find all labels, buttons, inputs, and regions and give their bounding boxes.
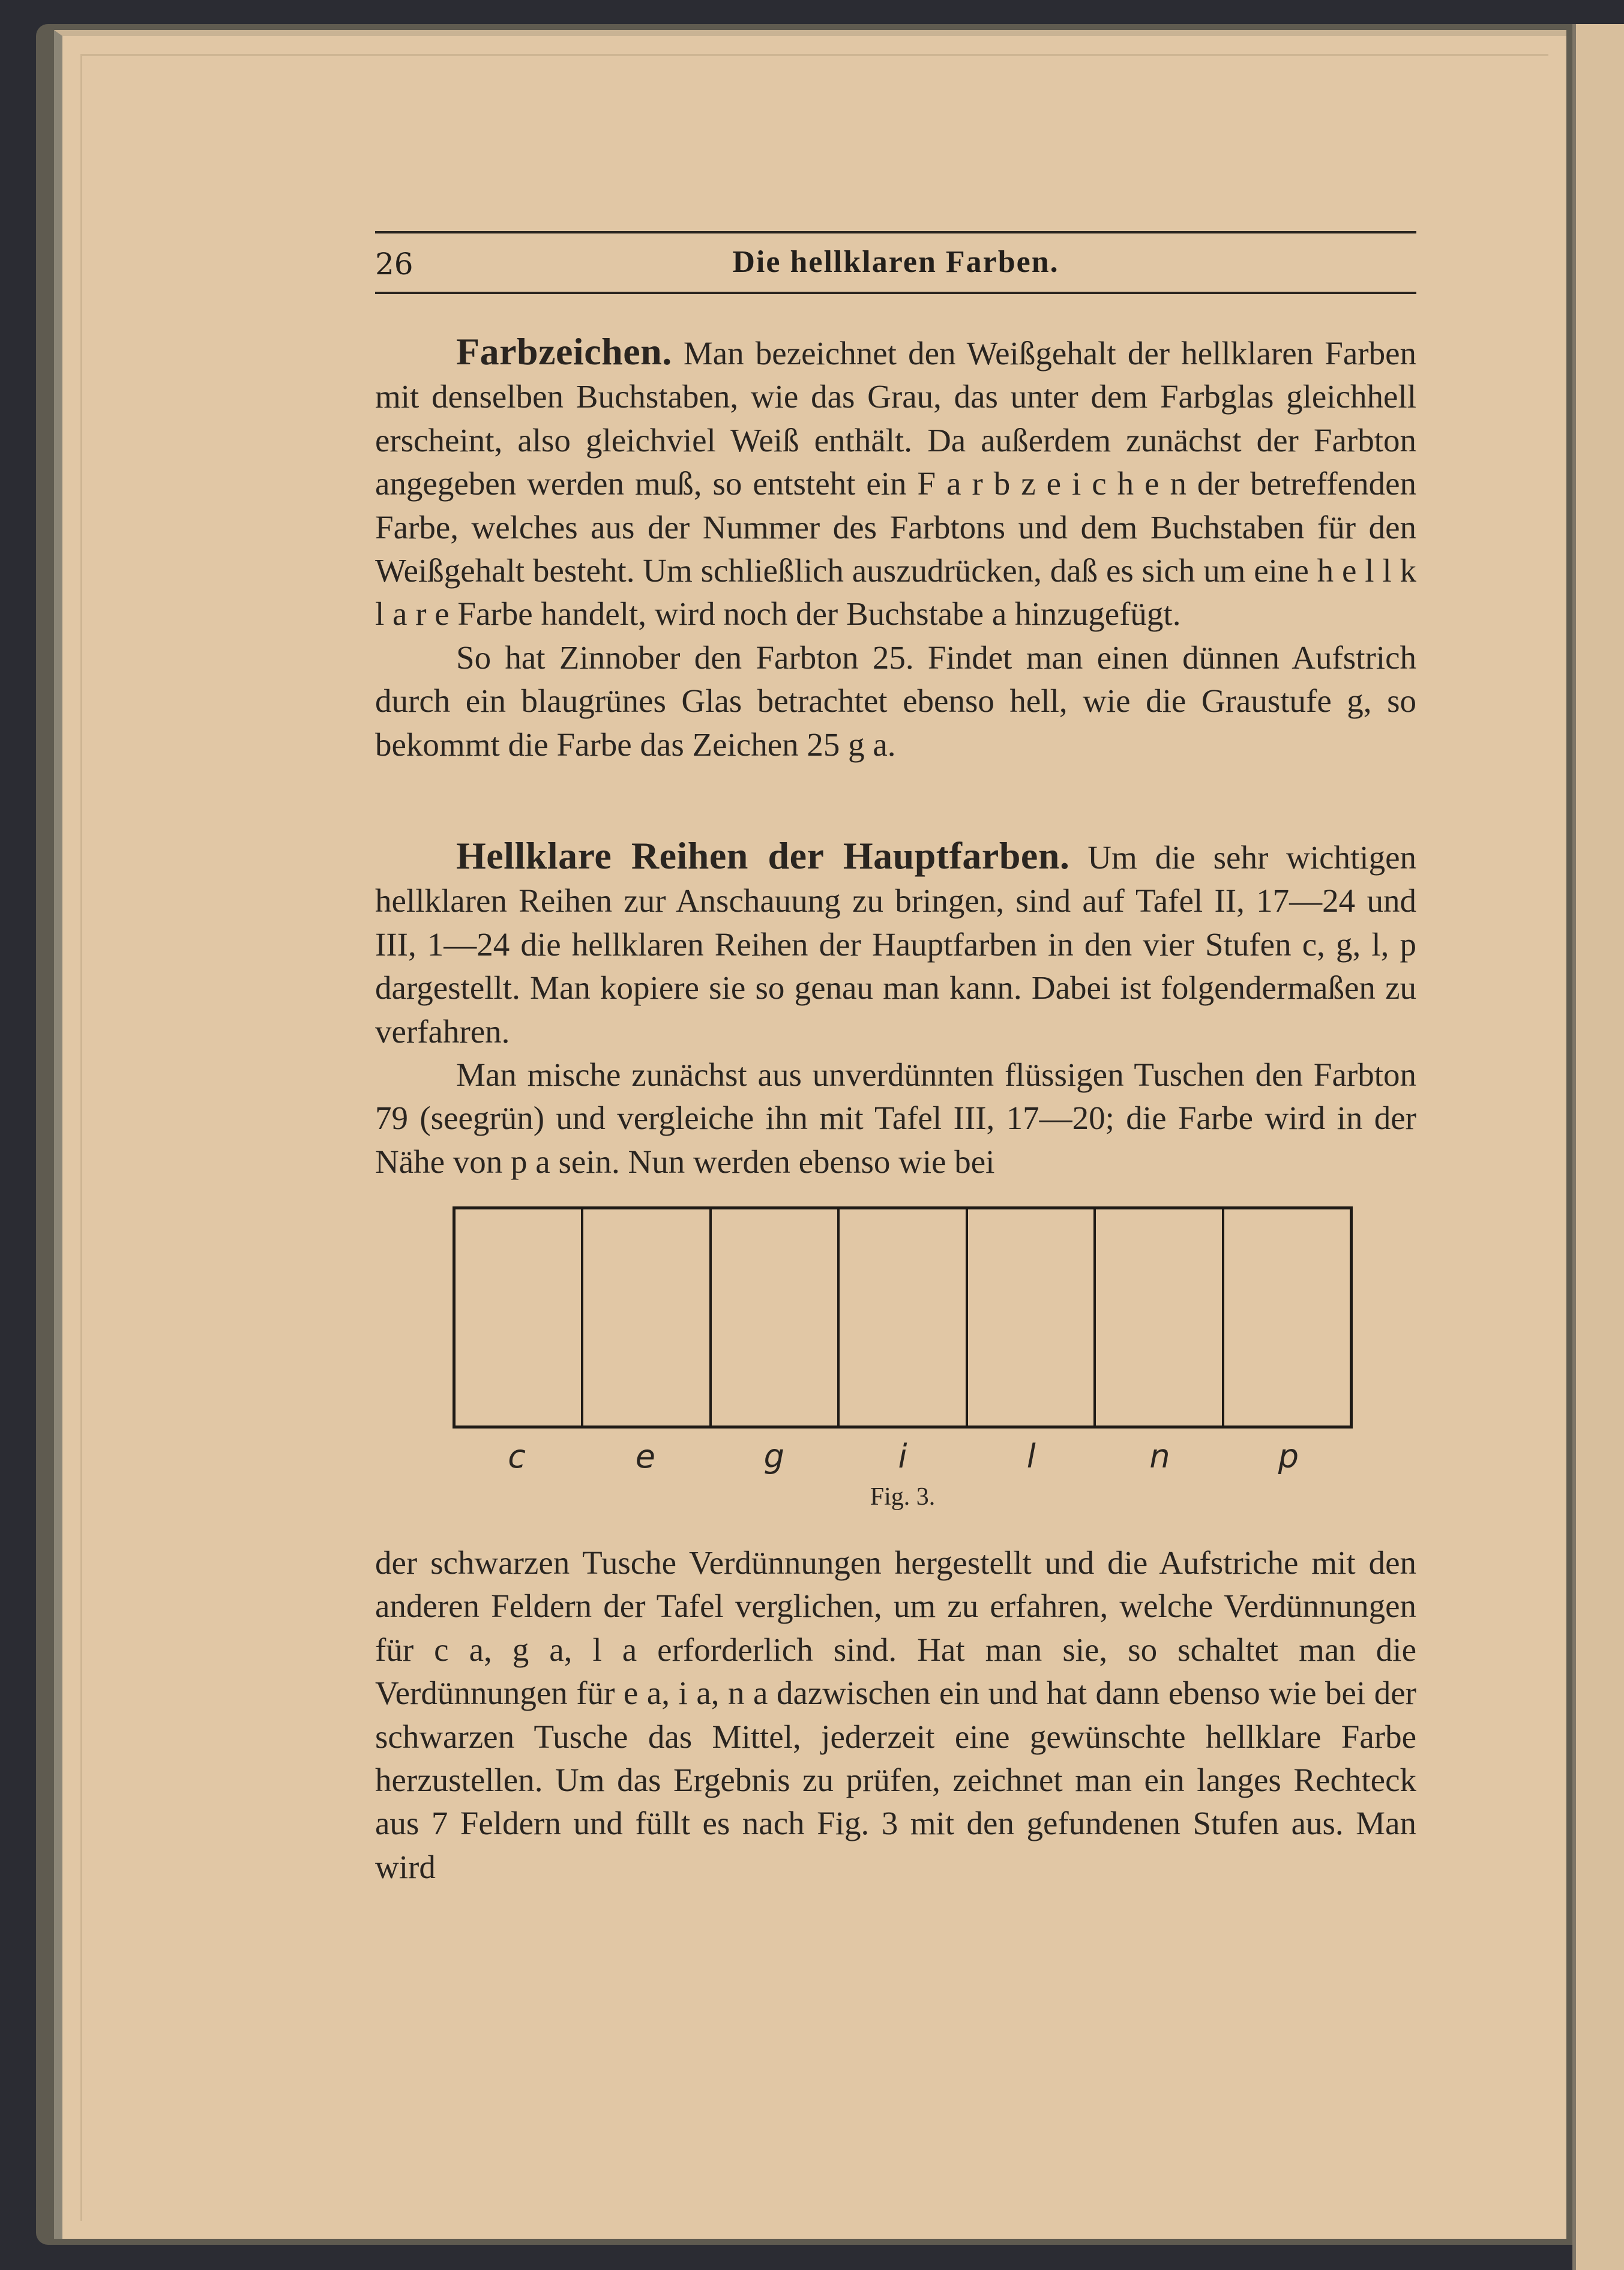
figure-field xyxy=(583,1209,711,1426)
next-page-edge xyxy=(1572,24,1624,2270)
page-number: 26 xyxy=(375,247,414,281)
section-continuation xyxy=(375,1541,1416,1889)
figure-label: n xyxy=(1149,1438,1170,1475)
paragraph-text: Um die sehr wichtigen hellklaren Reihen zur Anschauung zu bringen, sind auf Tafel II, 17—24 und III, 1—24 die hellklaren Reihen der Hauptfarben in den vier Stufen c, g, l, p dargestellt. Man kopiere sie so genau man kann. Dabei ist folgendermaßen zu verfahren. xyxy=(375,839,1416,1050)
figure-label: g xyxy=(763,1438,784,1475)
section-heading: Farbzeichen. xyxy=(456,330,672,373)
figure-label: p xyxy=(1278,1438,1299,1475)
paragraph-text: Man bezeichnet den Weißgehalt der hellklaren Farben mit denselben Buchstaben, wie das Grau, das unter dem Farbglas gleichhell erscheint, also gleichviel Weiß enthält. Da außerdem zunächst der Farbton angegeben werden muß, so entsteht ein F a r b z e i c h e n der betreffenden Farbe, welches aus der Nummer des Farbtons und dem Buchstaben für den Weißgehalt besteht. Um schließlich auszudrücken, daß es sich um eine h e l l k l a r e Farbe handelt, wird noch der Buchstabe a hinzugefügt. xyxy=(375,335,1416,633)
figure-field xyxy=(840,1209,967,1426)
section-farbzeichen xyxy=(375,330,1416,766)
figure-label: i xyxy=(898,1438,907,1475)
paragraph: So hat Zinnober den Farbton 25. Findet man einen dünnen Aufstrich durch ein blaugrünes Glas betrachtet ebenso hell, wie die Graustufe g, so bekommt die Farbe das Zeichen 25 g a. xyxy=(375,639,1416,763)
figure-field xyxy=(1096,1209,1224,1426)
figure-label: l xyxy=(1026,1438,1036,1475)
running-header xyxy=(375,231,1416,294)
figure-caption: Fig. 3. xyxy=(870,1483,936,1511)
section-heading: Hellklare Reihen der Hauptfarben. xyxy=(456,834,1070,877)
section-hellklare-reihen xyxy=(375,834,1416,1184)
figure-label: e xyxy=(635,1438,656,1475)
chapter-title: Die hellklaren Farben. xyxy=(732,245,1059,279)
figure-field xyxy=(456,1209,583,1426)
paragraph xyxy=(375,834,1416,1053)
figure-3-rectangle xyxy=(453,1206,1353,1429)
paragraph: der schwarzen Tusche Verdünnungen hergestellt und die Aufstriche mit den anderen Feldern der Tafel verglichen, um zu erfahren, welche Verdünnungen für c a, g a, l a erforderlich sind. Hat man sie, so schaltet man die Verdünnungen für e a, i a, n a dazwischen ein und hat dann ebenso wie bei der schwarzen Tusche das Mittel, jederzeit eine gewünschte hellklare Farbe herzustellen. Um das Ergebnis zu prüfen, zeichnet man ein langes Rechteck aus 7 Feldern und füllt es nach Fig. 3 mit den gefundenen Stufen aus. Man wird xyxy=(375,1544,1416,1885)
figure-field xyxy=(1224,1209,1350,1426)
figure-labels xyxy=(453,1438,1353,1480)
paragraph xyxy=(375,330,1416,636)
figure-field xyxy=(712,1209,840,1426)
figure-label: c xyxy=(508,1438,526,1475)
paragraph: Man mische zunächst aus unverdünnten flüssigen Tuschen den Farbton 79 (seegrün) und vergleiche ihn mit Tafel III, 17—20; die Farbe wird in der Nähe von p a sein. Nun werden ebenso wie bei xyxy=(375,1056,1416,1180)
figure-field xyxy=(968,1209,1096,1426)
